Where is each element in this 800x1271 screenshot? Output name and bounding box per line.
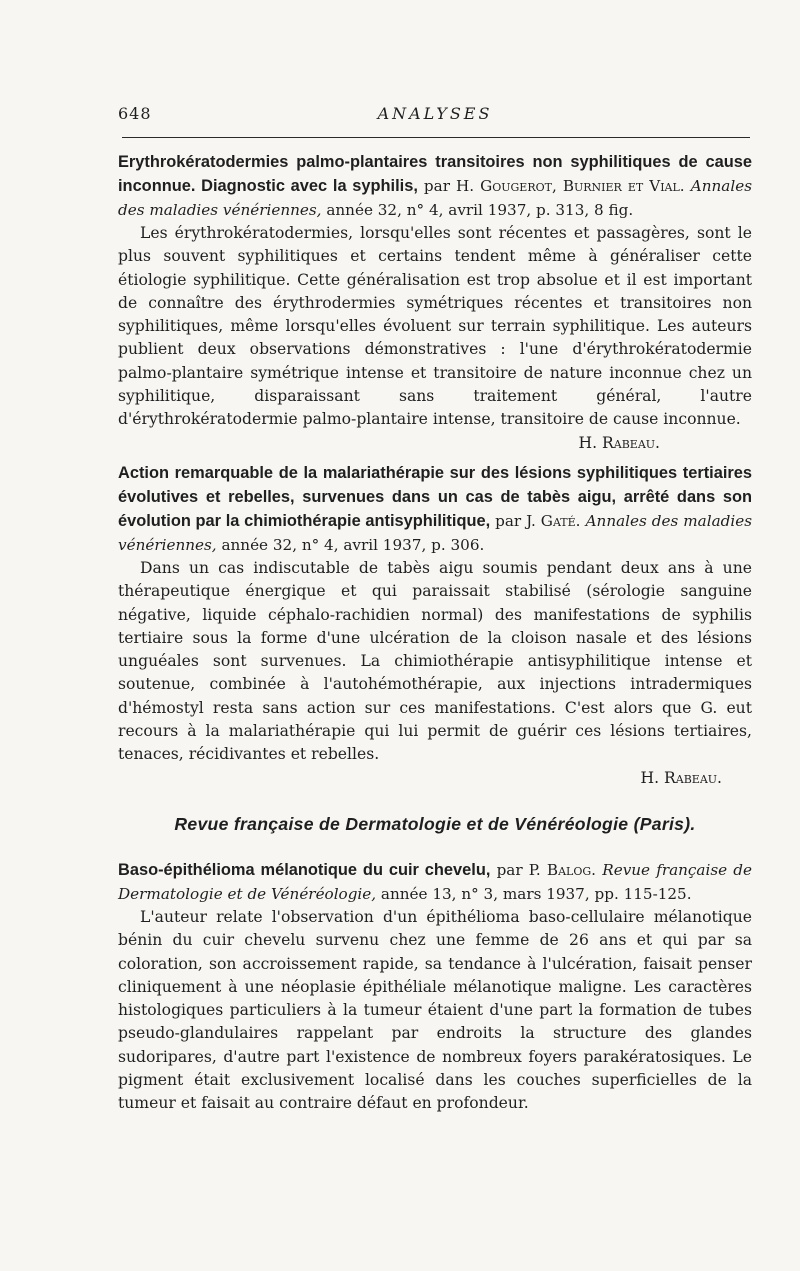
article-1-citation: année 32, n° 4, avril 1937, p. 313, 8 fig. <box>321 201 634 219</box>
page-content <box>118 150 752 1116</box>
article-3-text: L'auteur relate l'observation d'un épithélioma baso-cellulaire mélanotique bénin du cuir chevelu survenu chez une femme de 26 ans et qui par sa coloration, son accroissement rapide, sa tendance à l'ulcération, faisait penser cliniquement à une néoplasie épithéliale mélanotique maligne. Les caractères histologiques particuliers à la tumeur étaient d'une part la formation de tubes pseudo-glandulaires rappelant par endroits la structure des glandes sudoripares, d'autre part l'existence de nombreux foyers parakératosiques. Le pigment était exclusivement localisé dans les couches superficielles de la tumeur et faisait au contraire défaut en profondeur. <box>118 907 752 1113</box>
article-2-signature-name: H. Rabeau. <box>640 768 722 787</box>
header-rule <box>122 137 750 138</box>
article-1-body <box>118 222 752 452</box>
article-1-signature-name: H. Rabeau. <box>578 433 660 452</box>
article-3-authors: P. Balog. <box>528 860 596 879</box>
article-2-journal: Annales des maladies vénériennes, <box>118 511 752 554</box>
article-2-signature <box>118 767 752 790</box>
article-3-body <box>118 906 752 1116</box>
article-1 <box>118 150 752 455</box>
article-1-authors: H. Gougerot, Burnier et Vial. <box>456 177 685 195</box>
article-2-heading <box>118 461 752 557</box>
article-1-title: Erythrokératodermies palmo-plantaires transitoires non syphilitiques de cause inconnue. Diagnostic avec la syphilis, <box>118 153 752 195</box>
article-3 <box>118 858 752 1116</box>
article-3-by: par <box>490 860 529 879</box>
section-heading: Revue française de Dermatologie et de Vénéréologie (Paris). <box>174 813 696 834</box>
article-2-text: Dans un cas indiscutable de tabès aigu soumis pendant deux ans à une thérapeutique énergique et qui paraissait stabilisé (sérologie sanguine négative, liquide céphalo-rachidien normal) des manifestations de syphilis tertiaire sous la forme d'une ulcération de la cloison nasale et des lésions unguéales sont survenues. La chimiothérapie antisyphilitique intense et soutenue, combinée à l'autohémothérapie, aux injections intradermiques d'hémostyl resta sans action sur ces manifestations. C'est alors que G. eut recours à la malariathérapie qui lui permit de guérir ces lésions tertiaires, tenaces, récidivantes et rebelles. <box>118 558 752 764</box>
article-2-title: Action remarquable de la malariathérapie sur des lésions syphilitiques tertiaires évolutives et rebelles, survenues dans un cas de tabès aigu, arrêté dans son évolution par la chimiothérapie antisyphilitique, <box>118 463 752 530</box>
article-3-heading <box>118 858 752 906</box>
running-title: ANALYSES <box>377 104 493 123</box>
article-3-title: Baso-épithélioma mélanotique du cuir chevelu, <box>118 860 491 879</box>
article-2-by: par <box>490 511 527 530</box>
article-1-text: Les érythrokératodermies, lorsqu'elles sont récentes et passagères, sont le plus souvent syphilitiques et certains tendent même à généraliser cette étiologie syphilitique. Cette généralisation est trop absolue et il est important de connaître des érythrodermies symétriques récentes et transitoires non syphilitiques, même lorsqu'elles évoluent sur terrain syphilitique. Les auteurs publient deux observations démonstratives : l'une d'érythrokératodermie palmo-plantaire symétrique intense et transitoire de nature inconnue chez un syphilitique, disparaissant sans traitement général, l'autre d'érythrokératodermie palmo-plantaire intense, transitoire de cause inconnue. <box>118 224 752 429</box>
article-1-signature <box>557 432 660 455</box>
article-2 <box>118 461 752 790</box>
journal-page <box>118 0 752 1271</box>
article-2-citation: année 32, n° 4, avril 1937, p. 306. <box>216 535 485 554</box>
article-1-heading <box>118 150 752 222</box>
article-1-by: par <box>417 177 456 195</box>
article-1-journal: Annales des maladies vénériennes, <box>118 177 753 219</box>
article-2-body <box>118 557 752 767</box>
article-3-citation: année 13, n° 3, mars 1937, pp. 115-125. <box>376 884 692 903</box>
page-header <box>118 104 752 126</box>
article-3-journal: Revue française de Dermatologie et de Vénéréologie, <box>118 860 752 903</box>
article-2-authors: J. Gaté. <box>526 511 581 530</box>
page-number: 648 <box>118 104 152 123</box>
